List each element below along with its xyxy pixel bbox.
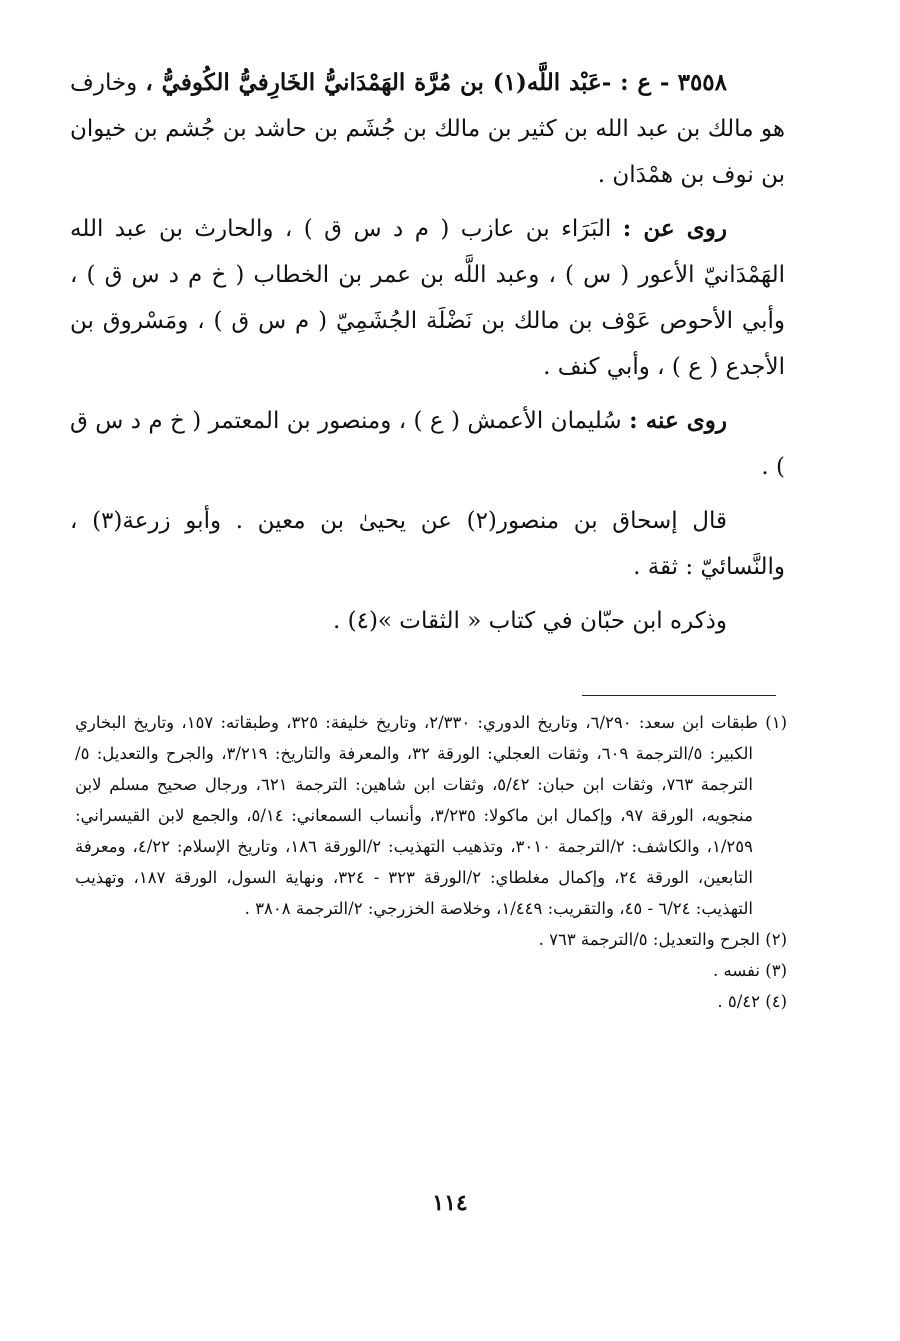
footnote-text: ٥/٤٢ . <box>717 992 760 1011</box>
narrated-by-label: روى عنه : <box>629 407 728 434</box>
footnote-2 <box>75 924 787 955</box>
footnote-marker: (٢) <box>765 930 787 949</box>
footnote-text: الجرح والتعديل: ٥/الترجمة ٧٦٣ . <box>538 930 760 949</box>
footnote-1 <box>75 707 787 924</box>
footnote-3 <box>75 955 787 986</box>
footnote-marker: (١) <box>765 713 787 732</box>
statement-paragraph: قال إسحاق بن منصور(٢) عن يحيىٰ بن معين . وأبو زرعة(٣) ، والنَّسائيّ : ثقة . <box>70 508 785 580</box>
entry-heading-paragraph <box>70 60 785 198</box>
footnote-text: طبقات ابن سعد: ٦/٢٩٠، وتاريخ الدوري: ٢/٣٣٠، وتاريخ خليفة: ٣٢٥، وطبقاته: ١٥٧، وتاريخ البخاري الكبير: ٥/الترجمة ٦٠٩، وثقات العجلي: الورقة ٣٢، والمعرفة والتاريخ: ٣/٢١٩، والجرح والتعديل: ٥/الترجمة ٧٦٣، وثقات ابن حبان: ٥/٤٢، وثقات ابن شاهين: الترجمة ٦٢١، ورجال صحيح مسلم لابن منجويه، الورقة ٩٧، وإكمال ابن ماكولا: ٣/٢٣٥، وأنساب السمعاني: ٥/١٤، والجمع لابن القيسراني: ١/٢٥٩، والكاشف: ٢/الترجمة ٣٠١٠، وتذهيب التهذيب: ٢/الورقة ١٨٦، وتاريخ الإسلام: ٤/٢٢، ومعرفة التابعين، الورقة ٢٤، وإكمال مغلطاي: ٢/الورقة ٣٢٣ - ٣٢٤، ونهاية السول، الورقة ١٨٧، وتهذيب التهذيب: ٦/٢٤ - ٤٥، والتقريب: ١/٤٤٩، وخلاصة الخزرجي: ٢/الترجمة ٣٨٠٨ . <box>75 713 759 918</box>
page-number: ١١٤ <box>432 1190 468 1216</box>
main-text <box>70 60 785 652</box>
footnotes <box>75 707 787 1017</box>
footnote-marker: (٣) <box>765 961 787 980</box>
footnote-4 <box>75 986 787 1017</box>
entry-lineage: وخارف هو مالك بن عبد الله بن كثير بن مالك بن جُشَم بن حاشد بن جُشم بن خيوان بن نوف بن همْدَان . <box>70 70 785 188</box>
narrated-from-label: روى عن : <box>622 215 728 242</box>
mention-paragraph: وذكره ابن حبّان في كتاب « الثقات »(٤) . <box>332 608 727 634</box>
footnote-divider <box>582 695 776 696</box>
narrated-from-paragraph <box>70 206 785 390</box>
entry-heading: - ع : -عَبْد اللَّه(١) بن مُرَّة الهَمْدَانيُّ الخَارِفيُّ الكُوفيُّ ، <box>145 69 670 96</box>
narrated-by-text: سُليمان الأعمش ( ع ) ، ومنصور بن المعتمر ( خ م د س ق ) . <box>70 408 785 480</box>
footnote-marker: (٤) <box>765 992 787 1011</box>
footnote-text: نفسه . <box>713 961 760 980</box>
entry-number: ٣٥٥٨ <box>677 69 728 96</box>
narrated-from-text: البَرَاء بن عازب ( م د س ق ) ، والحارث بن عبد الله الهَمْدَانيّ الأعور ( س ) ، وعبد اللَّه بن عمر بن الخطاب ( خ م د س ق ) ، وأبي الأحوص عَوْف بن مالك بن نَضْلَة الجُشَمِيّ ( م س ق ) ، ومَسْروق بن الأجدع ( ع ) ، وأبي كنف . <box>70 216 785 380</box>
narrated-by-paragraph <box>70 398 785 490</box>
